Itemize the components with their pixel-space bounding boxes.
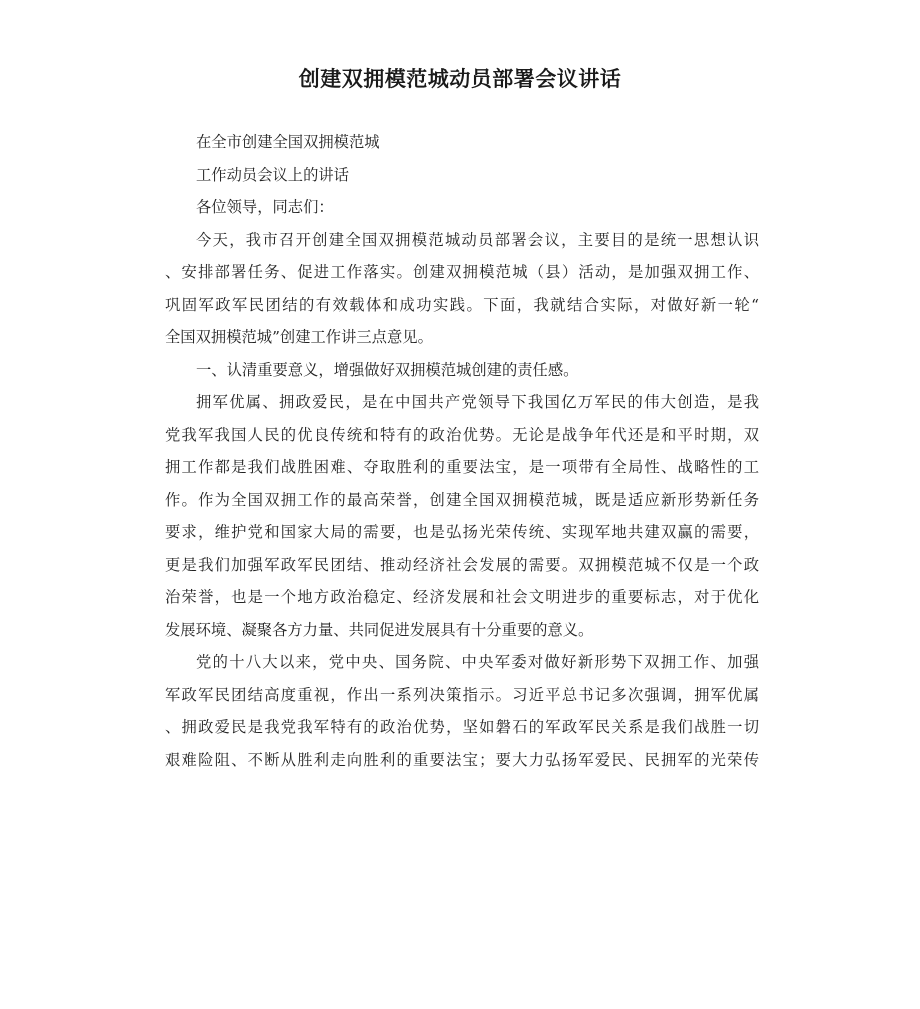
- section-heading: 一、认清重要意义，增强做好双拥模范城创建的责任感。: [196, 360, 579, 379]
- text-line: 今天，我市召开创建全国双拥模范城动员部署会议，主要目的是统一思想认识: [196, 230, 759, 249]
- text-line: 各位领导，同志们：: [196, 198, 334, 216]
- text-line: 拥军优属、拥政爱民，是在中国共产党领导下我国亿万军民的伟大创造，是我: [196, 393, 759, 411]
- document-title: 创建双拥模范城动员部署会议讲话: [298, 67, 622, 91]
- text-line: 党的十八大以来，党中央、国务院、中央军委对做好新形势下双拥工作、加强: [196, 653, 759, 671]
- text-line: 治荣誉，也是一个地方政治稳定、经济发展和社会文明进步的重要标志，对于优化: [165, 588, 759, 606]
- text-line: 更是我们加强军政军民团结、推动经济社会发展的需要。双拥模范城不仅是一个政: [165, 555, 759, 574]
- text-line: 要求，维护党和国家大局的需要，也是弘扬光荣传统、实现军地共建双赢的需要，: [165, 523, 759, 541]
- document-body: [165, 126, 759, 776]
- text-line: 拥工作都是我们战胜困难、夺取胜利的重要法宝，是一项带有全局性、战略性的工: [165, 458, 759, 476]
- text-line: 巩固军政军民团结的有效载体和成功实践。下面，我就结合实际，对做好新一轮“: [165, 295, 759, 314]
- text-line: 、安排部署任务、促进工作落实。创建双拥模范城（县）活动，是加强双拥工作、: [165, 263, 759, 281]
- text-line: 艰难险阻、不断从胜利走向胜利的重要法宝；要大力弘扬军爱民、民拥军的光荣传: [165, 750, 759, 769]
- text-line: 党我军我国人民的优良传统和特有的政治优势。无论是战争年代还是和平时期，双: [165, 425, 759, 444]
- text-line: 、拥政爱民是我党我军特有的政治优势，坚如磐石的军政军民关系是我们战胜一切: [165, 718, 759, 736]
- text-line: 军政军民团结高度重视，作出一系列决策指示。习近平总书记多次强调，拥军优属: [165, 685, 759, 704]
- text-line: 作。作为全国双拥工作的最高荣誉，创建全国双拥模范城，既是适应新形势新任务: [165, 490, 759, 509]
- text-line: 工作动员会议上的讲话: [196, 165, 349, 184]
- text-line: 发展环境、凝聚各方力量、共同促进发展具有十分重要的意义。: [165, 620, 594, 639]
- text-line: 在全市创建全国双拥模范城: [196, 133, 380, 151]
- text-line: 全国双拥模范城”创建工作讲三点意见。: [165, 328, 433, 346]
